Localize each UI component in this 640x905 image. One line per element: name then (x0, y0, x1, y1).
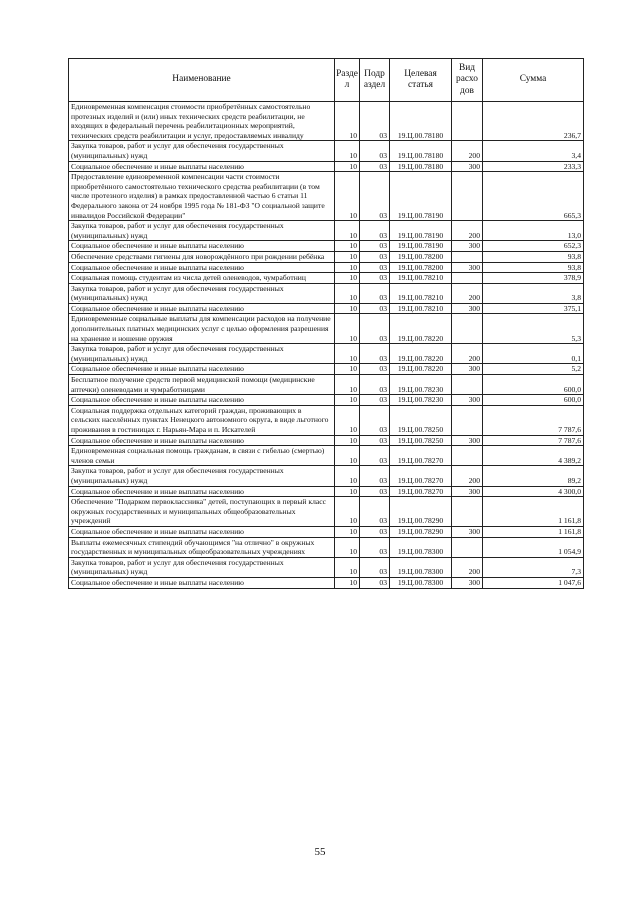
table-row (69, 537, 584, 557)
row-subsection-cell: 03 (360, 526, 390, 537)
row-name-cell: Социальное обеспечение и иные выплаты населению (69, 577, 335, 588)
row-section-cell: 10 (335, 497, 360, 527)
row-name-cell: Единовременные социальные выплаты для компенсации расходов на получение дополнительных платных медицинских услуг с целью оформления разрешения на хранение и ношение оружия (69, 314, 335, 344)
table-row (69, 486, 584, 497)
row-section-cell: 10 (335, 405, 360, 435)
row-target-article-cell: 19.Ц.00.78230 (390, 395, 452, 406)
row-target-article-cell: 19.Ц.00.78300 (390, 577, 452, 588)
row-name-cell: Закупка товаров, работ и услуг для обеспечения государственных (муниципальных) нужд (69, 557, 335, 577)
row-section-cell: 10 (335, 486, 360, 497)
row-target-article-cell: 19.Ц.00.78270 (390, 466, 452, 486)
row-name-cell: Закупка товаров, работ и услуг для обеспечения государственных (муниципальных) нужд (69, 283, 335, 303)
row-expense-type-cell: 200 (452, 283, 483, 303)
row-target-article-cell: 19.Ц.00.78220 (390, 364, 452, 375)
row-subsection-cell: 03 (360, 395, 390, 406)
row-sum-cell: 89,2 (483, 466, 584, 486)
row-section-cell: 10 (335, 466, 360, 486)
table-row (69, 303, 584, 314)
row-section-cell: 10 (335, 161, 360, 172)
row-expense-type-cell (452, 446, 483, 466)
row-name-cell: Закупка товаров, работ и услуг для обеспечения государственных (муниципальных) нужд (69, 141, 335, 161)
row-section-cell: 10 (335, 262, 360, 273)
row-expense-type-cell: 300 (452, 395, 483, 406)
row-subsection-cell: 03 (360, 466, 390, 486)
row-subsection-cell: 03 (360, 262, 390, 273)
row-section-cell: 10 (335, 446, 360, 466)
row-section-cell: 10 (335, 303, 360, 314)
row-section-cell: 10 (335, 283, 360, 303)
row-expense-type-cell: 300 (452, 241, 483, 252)
row-name-cell: Закупка товаров, работ и услуг для обеспечения государственных (муниципальных) нужд (69, 344, 335, 364)
row-expense-type-cell: 200 (452, 141, 483, 161)
table-row (69, 344, 584, 364)
row-name-cell: Бесплатное получение средств первой медицинской помощи (медицинские аптечки) оленеводами и чумработницами (69, 375, 335, 395)
row-expense-type-cell: 300 (452, 161, 483, 172)
row-subsection-cell: 03 (360, 557, 390, 577)
header-expense-type: Вид расхо дов (452, 59, 483, 102)
row-sum-cell: 600,0 (483, 395, 584, 406)
table-row (69, 497, 584, 527)
row-name-cell: Единовременная социальная помощь гражданам, в связи с гибелью (смертью) членов семьи (69, 446, 335, 466)
row-section-cell: 10 (335, 364, 360, 375)
row-expense-type-cell (452, 102, 483, 141)
row-subsection-cell: 03 (360, 241, 390, 252)
row-section-cell: 10 (335, 251, 360, 262)
row-section-cell: 10 (335, 395, 360, 406)
row-subsection-cell: 03 (360, 486, 390, 497)
table-row (69, 526, 584, 537)
row-sum-cell: 7,3 (483, 557, 584, 577)
row-sum-cell: 13,0 (483, 221, 584, 241)
row-sum-cell: 665,3 (483, 172, 584, 221)
row-section-cell: 10 (335, 577, 360, 588)
row-sum-cell: 3,8 (483, 283, 584, 303)
row-expense-type-cell: 300 (452, 526, 483, 537)
row-section-cell: 10 (335, 141, 360, 161)
row-name-cell: Социальное обеспечение и иные выплаты населению (69, 364, 335, 375)
row-expense-type-cell (452, 273, 483, 284)
row-name-cell: Социальное обеспечение и иные выплаты населению (69, 161, 335, 172)
page-number: 55 (314, 846, 326, 858)
row-sum-cell: 1 047,6 (483, 577, 584, 588)
row-name-cell: Закупка товаров, работ и услуг для обеспечения государственных (муниципальных) нужд (69, 466, 335, 486)
table-row (69, 577, 584, 588)
table-row (69, 161, 584, 172)
row-expense-type-cell: 200 (452, 344, 483, 364)
row-sum-cell: 5,3 (483, 314, 584, 344)
row-subsection-cell: 03 (360, 364, 390, 375)
row-section-cell: 10 (335, 375, 360, 395)
table-row (69, 314, 584, 344)
row-subsection-cell: 03 (360, 375, 390, 395)
row-name-cell: Закупка товаров, работ и услуг для обеспечения государственных (муниципальных) нужд (69, 221, 335, 241)
table-row (69, 466, 584, 486)
row-subsection-cell: 03 (360, 435, 390, 446)
table-row (69, 172, 584, 221)
row-sum-cell: 93,8 (483, 262, 584, 273)
table-row (69, 241, 584, 252)
row-subsection-cell: 03 (360, 172, 390, 221)
row-sum-cell: 4 389,2 (483, 446, 584, 466)
row-sum-cell: 4 300,0 (483, 486, 584, 497)
row-expense-type-cell (452, 251, 483, 262)
row-target-article-cell: 19.Ц.00.78210 (390, 273, 452, 284)
row-expense-type-cell: 200 (452, 221, 483, 241)
row-expense-type-cell (452, 405, 483, 435)
table-row (69, 375, 584, 395)
row-target-article-cell: 19.Ц.00.78210 (390, 303, 452, 314)
row-expense-type-cell: 300 (452, 303, 483, 314)
row-sum-cell: 652,3 (483, 241, 584, 252)
header-subsection: Подр аздел (360, 59, 390, 102)
budget-table (68, 58, 584, 589)
table-row (69, 405, 584, 435)
row-target-article-cell: 19.Ц.00.78250 (390, 405, 452, 435)
row-expense-type-cell: 300 (452, 577, 483, 588)
row-section-cell: 10 (335, 314, 360, 344)
row-section-cell: 10 (335, 221, 360, 241)
row-sum-cell: 7 787,6 (483, 435, 584, 446)
header-name: Наименование (69, 59, 335, 102)
row-target-article-cell: 19.Ц.00.78290 (390, 526, 452, 537)
row-name-cell: Социальное обеспечение и иные выплаты населению (69, 435, 335, 446)
row-sum-cell: 1 161,8 (483, 497, 584, 527)
table-row (69, 141, 584, 161)
row-sum-cell: 375,1 (483, 303, 584, 314)
row-name-cell: Социальное обеспечение и иные выплаты населению (69, 303, 335, 314)
row-name-cell: Социальное обеспечение и иные выплаты населению (69, 262, 335, 273)
table-row (69, 395, 584, 406)
row-sum-cell: 5,2 (483, 364, 584, 375)
row-sum-cell: 0,1 (483, 344, 584, 364)
row-target-article-cell: 19.Ц.00.78180 (390, 161, 452, 172)
table-row (69, 262, 584, 273)
header-row (69, 59, 584, 102)
row-section-cell: 10 (335, 102, 360, 141)
row-target-article-cell: 19.Ц.00.78230 (390, 375, 452, 395)
row-section-cell: 10 (335, 537, 360, 557)
table-row (69, 221, 584, 241)
row-sum-cell: 7 787,6 (483, 405, 584, 435)
row-subsection-cell: 03 (360, 251, 390, 262)
table-header (69, 59, 584, 102)
row-target-article-cell: 19.Ц.00.78190 (390, 221, 452, 241)
row-target-article-cell: 19.Ц.00.78200 (390, 262, 452, 273)
row-subsection-cell: 03 (360, 314, 390, 344)
row-target-article-cell: 19.Ц.00.78190 (390, 172, 452, 221)
row-sum-cell: 93,8 (483, 251, 584, 262)
row-subsection-cell: 03 (360, 497, 390, 527)
row-sum-cell: 1 161,8 (483, 526, 584, 537)
row-sum-cell: 600,0 (483, 375, 584, 395)
row-subsection-cell: 03 (360, 141, 390, 161)
row-sum-cell: 378,9 (483, 273, 584, 284)
row-target-article-cell: 19.Ц.00.78190 (390, 241, 452, 252)
row-expense-type-cell: 300 (452, 262, 483, 273)
table-row (69, 273, 584, 284)
row-sum-cell: 3,4 (483, 141, 584, 161)
row-name-cell: Обеспечение средствами гигиены для новорождённого при рождении ребёнка (69, 251, 335, 262)
row-subsection-cell: 03 (360, 102, 390, 141)
row-name-cell: Социальная помощь студентам из числа детей оленеводов, чумработниц (69, 273, 335, 284)
row-expense-type-cell: 300 (452, 486, 483, 497)
row-sum-cell: 1 054,9 (483, 537, 584, 557)
row-subsection-cell: 03 (360, 537, 390, 557)
row-target-article-cell: 19.Ц.00.78300 (390, 557, 452, 577)
row-target-article-cell: 19.Ц.00.78200 (390, 251, 452, 262)
row-target-article-cell: 19.Ц.00.78290 (390, 497, 452, 527)
header-target-article: Целевая статья (390, 59, 452, 102)
row-expense-type-cell (452, 375, 483, 395)
row-expense-type-cell: 200 (452, 557, 483, 577)
row-subsection-cell: 03 (360, 161, 390, 172)
table-row (69, 435, 584, 446)
row-expense-type-cell: 200 (452, 466, 483, 486)
row-section-cell: 10 (335, 526, 360, 537)
row-name-cell: Социальное обеспечение и иные выплаты населению (69, 526, 335, 537)
table-row (69, 364, 584, 375)
row-sum-cell: 236,7 (483, 102, 584, 141)
row-expense-type-cell (452, 537, 483, 557)
row-expense-type-cell (452, 172, 483, 221)
row-name-cell: Выплаты ежемесячных стипендий обучающимся "на отлично" в окружных государственных и муниципальных общеобразовательных учреждениях (69, 537, 335, 557)
row-target-article-cell: 19.Ц.00.78180 (390, 141, 452, 161)
header-sum: Сумма (483, 59, 584, 102)
row-section-cell: 10 (335, 344, 360, 364)
row-subsection-cell: 03 (360, 344, 390, 364)
row-target-article-cell: 19.Ц.00.78270 (390, 446, 452, 466)
row-section-cell: 10 (335, 435, 360, 446)
row-subsection-cell: 03 (360, 221, 390, 241)
table-row (69, 102, 584, 141)
row-section-cell: 10 (335, 241, 360, 252)
row-expense-type-cell: 300 (452, 364, 483, 375)
row-target-article-cell: 19.Ц.00.78210 (390, 283, 452, 303)
row-subsection-cell: 03 (360, 283, 390, 303)
row-subsection-cell: 03 (360, 446, 390, 466)
row-target-article-cell: 19.Ц.00.78220 (390, 344, 452, 364)
row-subsection-cell: 03 (360, 273, 390, 284)
row-section-cell: 10 (335, 172, 360, 221)
row-subsection-cell: 03 (360, 303, 390, 314)
row-name-cell: Предоставление единовременной компенсации части стоимости приобретённого самостоятельно технического средства реабилитации (в том числе протезного изделия) в рамках предоставленной частью 6 статьи 11 Федерального закона от 24 ноября 1995 года № 181-ФЗ "О социальной защите инвалидов Российской Федерации" (69, 172, 335, 221)
table-row (69, 557, 584, 577)
row-name-cell: Социальное обеспечение и иные выплаты населению (69, 395, 335, 406)
row-target-article-cell: 19.Ц.00.78250 (390, 435, 452, 446)
row-target-article-cell: 19.Ц.00.78180 (390, 102, 452, 141)
row-expense-type-cell (452, 497, 483, 527)
budget-table-container (68, 58, 583, 589)
row-expense-type-cell: 300 (452, 435, 483, 446)
row-name-cell: Социальное обеспечение и иные выплаты населению (69, 486, 335, 497)
row-name-cell: Обеспечение "Подарком первоклассника" детей, поступающих в первый класс окружных государственных и муниципальных общеобразовательных учреждений (69, 497, 335, 527)
row-name-cell: Социальное обеспечение и иные выплаты населению (69, 241, 335, 252)
row-section-cell: 10 (335, 557, 360, 577)
table-row (69, 283, 584, 303)
table-body (69, 102, 584, 589)
row-name-cell: Единовременная компенсация стоимости приобретённых самостоятельно протезных изделий и (или) иных технических средств реабилитации, не входящих в федеральный перечень реабилитационных мероприятий, технических средств реабилитации и услуг, предоставляемых инвалиду (69, 102, 335, 141)
row-section-cell: 10 (335, 273, 360, 284)
row-target-article-cell: 19.Ц.00.78270 (390, 486, 452, 497)
row-name-cell: Социальная поддержка отдельных категорий граждан, проживающих в сельских населённых пунктах Ненецкого автономного округа, в виде льготного проживания в гостиницах г. Нарьян-Мара и п. Искателей (69, 405, 335, 435)
row-subsection-cell: 03 (360, 577, 390, 588)
header-section: Разде л (335, 59, 360, 102)
row-sum-cell: 233,3 (483, 161, 584, 172)
row-subsection-cell: 03 (360, 405, 390, 435)
row-target-article-cell: 19.Ц.00.78300 (390, 537, 452, 557)
row-target-article-cell: 19.Ц.00.78220 (390, 314, 452, 344)
row-expense-type-cell (452, 314, 483, 344)
table-row (69, 446, 584, 466)
table-row (69, 251, 584, 262)
